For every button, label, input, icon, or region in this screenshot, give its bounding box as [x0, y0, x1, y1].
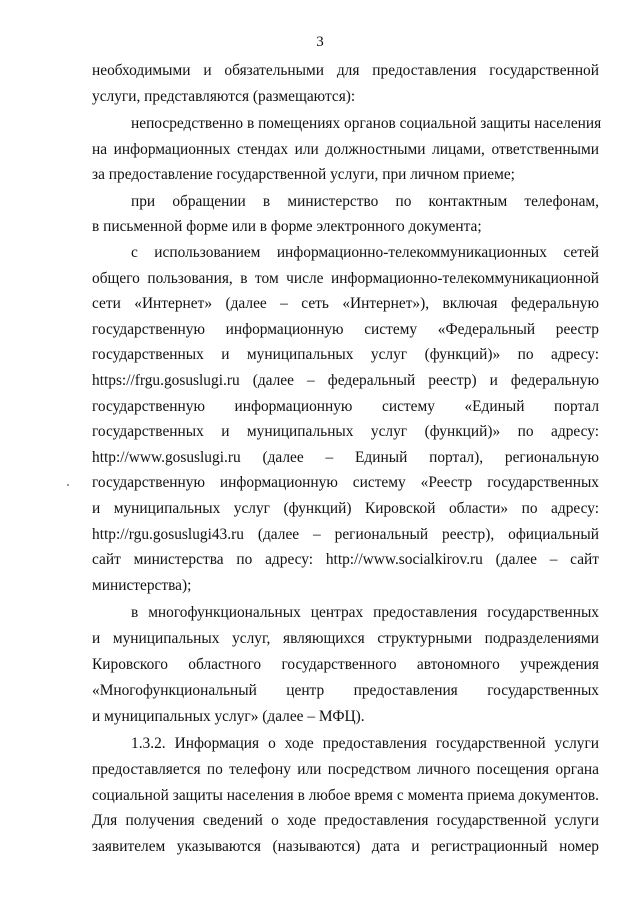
text-line: предоставляется по телефону или посредством личного посещения органа [92, 761, 599, 778]
text-line: государственных и муниципальных услуг (функций)» по адресу: [92, 423, 599, 440]
text-line: услуги, представляются (размещаются): [92, 88, 356, 105]
text-line: при обращении в министерство по контактным телефонам, [131, 193, 599, 210]
text-line: за предоставление государственной услуги, при личном приеме; [92, 166, 515, 183]
text-line: в многофункциональных центрах предоставления государственных [131, 604, 599, 621]
text-line: общего пользования, в том числе информационно-телекоммуникационной [92, 270, 599, 287]
text-line: http://www.gosuslugi.ru (далее – Единый портал), региональную [92, 449, 599, 466]
scan-speck [67, 484, 69, 486]
text-line: заявителем указываются (называются) дата и регистрационный номер [92, 838, 599, 855]
text-line: https://frgu.gosuslugi.ru (далее – федеральный реестр) и федеральную [92, 372, 599, 389]
text-line: Для получения сведений о ходе предоставления государственной услуги [92, 812, 599, 829]
text-line: государственную информационную систему «Единый портал [92, 398, 599, 415]
text-line: социальной защиты населения в любое время с момента приема документов. [92, 787, 599, 804]
text-line: государственную информационную систему «Федеральный реестр [92, 321, 599, 338]
text-line: министерства); [92, 577, 192, 594]
text-line: сети «Интернет» (далее – сеть «Интернет»), включая федеральную [92, 295, 599, 312]
text-line: и муниципальных услуг (функций) Кировской области» по адресу: [92, 500, 599, 517]
text-line: и муниципальных услуг» (далее – МФЦ). [92, 708, 365, 725]
text-line: сайт министерства по адресу: http://www.socialkirov.ru (далее – сайт [92, 551, 599, 568]
text-line: Кировского областного государственного автономного учреждения [92, 656, 599, 673]
text-line: необходимыми и обязательными для предоставления государственной [92, 62, 599, 79]
text-line: государственную информационную систему «Реестр государственных [92, 474, 599, 491]
text-line: государственных и муниципальных услуг (функций)» по адресу: [92, 346, 599, 363]
text-line: «Многофункциональный центр предоставления государственных [92, 682, 599, 699]
text-line: 1.3.2. Информация о ходе предоставления государственной услуги [131, 735, 599, 752]
text-line: в письменной форме или в форме электронного документа; [92, 218, 482, 235]
text-line: и муниципальных услуг, являющихся структурными подразделениями [92, 630, 599, 647]
text-line: с использованием информационно-телекоммуникационных сетей [131, 244, 599, 261]
text-line: непосредственно в помещениях органов социальной защиты населения [131, 115, 602, 132]
page-number: 3 [316, 34, 324, 50]
text-line: http://rgu.gosuslugi43.ru (далее – региональный реестр), официальный [92, 526, 599, 543]
text-line: на информационных стендах или должностными лицами, ответственными [92, 141, 599, 158]
